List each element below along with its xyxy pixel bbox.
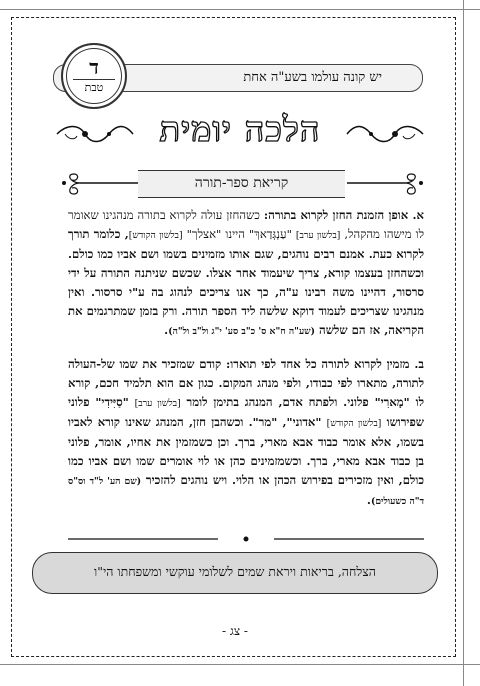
paragraph	[68, 206, 424, 341]
section-title-bar	[138, 170, 345, 198]
flourish-right-icon	[345, 122, 425, 146]
section-header	[60, 170, 425, 200]
date-badge-day: ד	[89, 55, 99, 79]
language-note: [בלשון הקודש]	[128, 230, 183, 241]
divider	[68, 535, 424, 543]
paragraph-text: "אדוני", "מר". וכשהבן חזן, המנהג שאינו קורא לאביו בשמו, אלא אומר כבוד אבא מארי, ברך. וכן כשמזמין את אחיו, אומר, פלוני בן כבוד אבא מארי, ברך. וכשמזמינים כהן או לוי אומרים שמו ושם אביו כמו כולם, ואין מזכירים בפירוש הכהן או הלוי. ויש נוהגים להזכיר	[68, 415, 424, 487]
paragraph-text: "סַיִּידִי" פלוני שפירושו	[68, 395, 424, 429]
page-number: - צג -	[222, 624, 248, 638]
paragraph	[68, 355, 424, 511]
trim-line-bottom	[0, 664, 480, 665]
language-note: [בלשון ערב]	[295, 230, 341, 241]
halacha-body	[68, 206, 424, 525]
section-ornament-right-icon	[345, 170, 425, 200]
paragraph-text: .	[366, 493, 371, 507]
date-badge-month: טבת	[84, 81, 104, 94]
paragraph-text: .	[164, 323, 169, 337]
paragraph-text: קודם שמזכיר את שמו של-העולה לתורה, מתארו לפי כבודו, ולפי מנהג המקום. כגון אם הוא תלמיד חכם, קורא לו "מָארִי" פלוני. ולפתח אדם, המנהג בתימן לומר	[68, 357, 424, 409]
paragraph-text: כשהחזן עולה לקרוא בתורה מנהגינו שאומר לו מישהו מהקהל,	[68, 208, 424, 241]
page-title: הלכה יומית	[159, 110, 321, 150]
source-citation: (שע"ה ח"א ס' כ"ב סע' י"ג ול"ב ול"ה)	[168, 326, 315, 337]
title-block	[55, 108, 425, 156]
date-badge	[61, 43, 127, 109]
header-banner-text: יש קונה עולמו בשע"ה אחת	[243, 70, 382, 85]
paragraph-heading: ב. מזמין לקרוא לתורה כל אחד לפי תוארו:	[226, 357, 424, 371]
paragraph-heading: א. אופן הזמנת החזן לקרוא בתורה:	[263, 208, 424, 222]
language-note: [בלשון הקודש]	[326, 418, 382, 429]
section-ornament-left-icon	[60, 170, 140, 200]
paragraph-text: , כלומר תורך לקרוא כעת. אמנם רבים נוהגים, שגם אותו מזמינים בשמו ושם אביו כמו כולם. וכשהחזן בעצמו קורא, צריך שיעמוד אחר אצלו. שכשם שניתנה התורה על ידי סרסור, דהיינו משה רבינו ע"ה, כך אנו צריכים לנהוג בה ע"י סרסור. ואין מנהגינו שצריכים לעמוד דוקא שלשה ליד הספר תורה. ורק בזמן שמתרגמים את הקריאה, אז הם שלשה	[68, 227, 424, 337]
section-title: קריאת ספר-תורה	[194, 175, 289, 191]
dedication-text: הצלחה, בריאות ויראת שמים לשלומי עוקשי ומשפחתו הי"ו	[94, 564, 376, 579]
paragraph-text: "עַנְגְּדַאךְ" היינו "אצלך"	[182, 227, 296, 241]
trim-line-top	[0, 9, 480, 10]
dedication-banner	[32, 552, 438, 594]
trim-line-right	[463, 0, 464, 686]
date-badge-divider	[73, 79, 115, 80]
language-note: [בלשון ערב]	[134, 398, 181, 409]
source-citation: (שם הע' ל"ד וס"ס ד"ה כשעולים)	[68, 476, 424, 507]
